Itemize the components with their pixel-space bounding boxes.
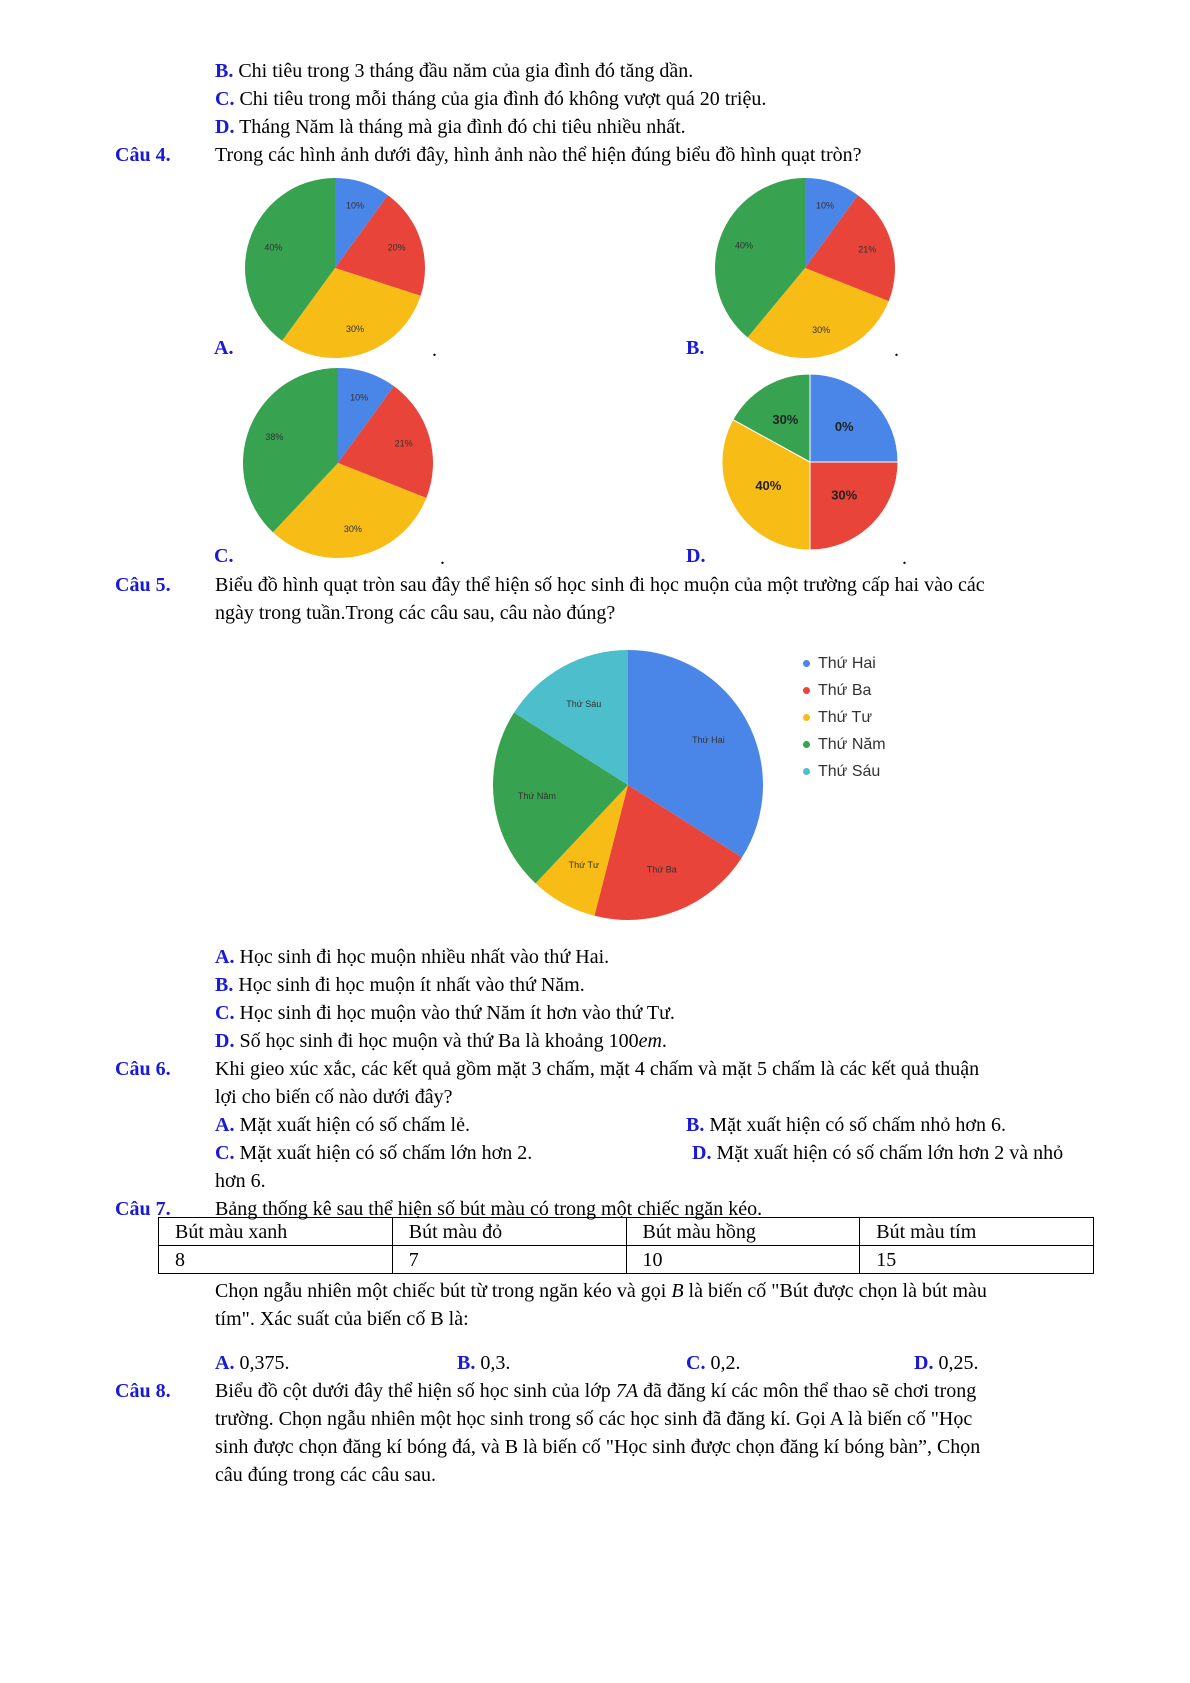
q5-text-line2: ngày trong tuần.Trong các câu sau, câu nào đúng? bbox=[215, 602, 616, 624]
option-text: Mặt xuất hiện có số chấm nhỏ hơn 6. bbox=[704, 1114, 1006, 1136]
option-end: . bbox=[661, 1030, 667, 1052]
q3-option-d bbox=[215, 114, 686, 140]
option-text: Chi tiêu trong 3 tháng đầu năm của gia đình đó tăng dần. bbox=[233, 60, 694, 82]
table-cell: 8 bbox=[159, 1246, 393, 1274]
q7-after-line1 bbox=[215, 1278, 987, 1304]
q5-option-a bbox=[215, 944, 609, 970]
option-letter: C. bbox=[215, 1002, 235, 1024]
pie-slice-label: 10% bbox=[816, 200, 835, 211]
q7-option-d bbox=[914, 1350, 978, 1376]
question-label: Câu 5. bbox=[115, 574, 171, 596]
q4-text: Trong các hình ảnh dưới đây, hình ảnh nào thể hiện đúng biểu đồ hình quạt tròn? bbox=[215, 144, 862, 166]
option-letter: D. bbox=[914, 1352, 934, 1374]
q4-option-b-letter: B. bbox=[686, 337, 705, 359]
option-letter: D. bbox=[692, 1142, 712, 1164]
legend-item bbox=[803, 650, 886, 677]
option-text: Học sinh đi học muộn vào thứ Năm ít hơn vào thứ Tư. bbox=[234, 1002, 675, 1024]
pie-slice-label: Thứ Ba bbox=[646, 864, 677, 875]
table-header-cell: Bút màu xanh bbox=[159, 1218, 393, 1246]
pie-slice-label: Thứ Hai bbox=[692, 735, 725, 746]
q7-option-b bbox=[457, 1350, 510, 1376]
q8-stem bbox=[115, 1378, 171, 1404]
q8-text-a: Biểu đồ cột dưới đây thể hiện số học sinh của lớp bbox=[215, 1380, 616, 1402]
question-label: Câu 7. bbox=[115, 1198, 171, 1220]
q5-legend bbox=[803, 650, 886, 785]
q7-after-line2: tím". Xác suất của biến cố B là: bbox=[215, 1308, 469, 1330]
q3-option-c bbox=[215, 86, 766, 112]
q8-text-b: đã đăng kí các môn thể thao sẽ chơi trong bbox=[638, 1380, 977, 1402]
legend-swatch bbox=[803, 768, 810, 775]
option-letter: B. bbox=[457, 1352, 476, 1374]
option-letter: A. bbox=[215, 946, 235, 968]
option-letter: A. bbox=[215, 1352, 235, 1374]
q6-text-line1: Khi gieo xúc xắc, các kết quả gồm mặt 3 chấm, mặt 4 chấm và mặt 5 chấm là các kết quả thuận bbox=[215, 1058, 980, 1080]
pie-slice-label: 40% bbox=[735, 240, 754, 251]
q4-option-c-letter: C. bbox=[214, 545, 234, 567]
q4-pie-a bbox=[245, 178, 425, 358]
pie-slice bbox=[810, 462, 898, 550]
table-header-cell: Bút màu tím bbox=[860, 1218, 1094, 1246]
legend-item bbox=[803, 758, 886, 785]
q7-after-text-a: Chọn ngẫu nhiên một chiếc bút từ trong ngăn kéo và gọi bbox=[215, 1280, 672, 1302]
option-letter: C. bbox=[215, 88, 235, 110]
q6-stem bbox=[115, 1056, 171, 1082]
pie-slice-label: 30% bbox=[772, 411, 799, 427]
q5-option-d bbox=[215, 1028, 667, 1054]
q5-pie-chart bbox=[493, 650, 763, 920]
pie-slice-label: Thứ Năm bbox=[517, 790, 556, 801]
q6-option-a bbox=[215, 1112, 470, 1138]
q7-after-text-b: là biến cố "Bút được chọn là bút màu bbox=[683, 1280, 987, 1302]
q8-text-line1 bbox=[215, 1378, 976, 1404]
q4-option-d-dot: . bbox=[902, 547, 907, 569]
table-cell: 7 bbox=[392, 1246, 626, 1274]
option-letter: D. bbox=[215, 116, 235, 138]
pie-slice-label: Thứ Sáu bbox=[566, 698, 602, 709]
legend-label: Thứ Sáu bbox=[818, 762, 881, 780]
q5-option-b bbox=[215, 972, 585, 998]
table-header-cell: Bút màu đỏ bbox=[392, 1218, 626, 1246]
q6-option-d bbox=[692, 1140, 1063, 1166]
table-cell: 15 bbox=[860, 1246, 1094, 1274]
q6-option-d-cont: hơn 6. bbox=[215, 1170, 266, 1192]
pie-slice-label: 21% bbox=[394, 438, 413, 449]
option-letter: B. bbox=[686, 1114, 705, 1136]
q4-pie-d bbox=[722, 374, 898, 550]
option-letter: A. bbox=[215, 1114, 235, 1136]
legend-label: Thứ Hai bbox=[818, 654, 876, 672]
legend-label: Thứ Năm bbox=[818, 735, 886, 753]
option-letter: B. bbox=[215, 974, 234, 996]
pie-slice-label: 10% bbox=[350, 392, 369, 403]
option-text: 0,375. bbox=[234, 1352, 290, 1374]
q8-class-name: 7A bbox=[615, 1380, 639, 1402]
option-unit: em bbox=[638, 1030, 662, 1052]
q4-pie-c bbox=[243, 368, 433, 558]
table-header-row bbox=[159, 1218, 1094, 1246]
pie-slice-label: 40% bbox=[264, 242, 283, 253]
q8-text-line2: trường. Chọn ngẫu nhiên một học sinh trong số các học sinh đã đăng kí. Gọi A là biến cố "Học bbox=[215, 1408, 973, 1430]
q4-pie-b bbox=[715, 178, 895, 358]
q7-option-c bbox=[686, 1350, 740, 1376]
q4-option-a-letter: A. bbox=[214, 337, 234, 359]
option-text: 0,2. bbox=[705, 1352, 741, 1374]
pie-slice-label: 30% bbox=[831, 487, 858, 503]
option-text: Số học sinh đi học muộn và thứ Ba là khoảng 100 bbox=[234, 1030, 639, 1052]
option-text: 0,25. bbox=[933, 1352, 979, 1374]
table-cell: 10 bbox=[626, 1246, 860, 1274]
q3-option-b bbox=[215, 58, 693, 84]
option-text: Mặt xuất hiện có số chấm lớn hơn 2 và nhỏ bbox=[711, 1142, 1064, 1164]
question-label: Câu 4. bbox=[115, 144, 171, 166]
q8-text-line4: câu đúng trong các câu sau. bbox=[215, 1464, 437, 1486]
q7-text: Bảng thống kê sau thể hiện số bút màu có trong một chiếc ngăn kéo. bbox=[215, 1198, 763, 1220]
legend-swatch bbox=[803, 660, 810, 667]
q4-stem bbox=[115, 142, 171, 168]
q4-option-c-dot: . bbox=[440, 547, 445, 569]
q7-table bbox=[158, 1217, 1094, 1274]
option-letter: B. bbox=[215, 60, 234, 82]
q4-option-d-letter: D. bbox=[686, 545, 706, 567]
option-letter: D. bbox=[215, 1030, 235, 1052]
pie-slice-label: 10% bbox=[346, 200, 365, 211]
legend-item bbox=[803, 704, 886, 731]
pie-slice-label: 40% bbox=[755, 478, 782, 494]
q8-text-line3: sinh được chọn đăng kí bóng đá, và B là biến cố "Học sinh được chọn đăng kí bóng bàn”, Chọn bbox=[215, 1436, 981, 1458]
question-label: Câu 8. bbox=[115, 1380, 171, 1402]
pie-slice-label: 0% bbox=[834, 419, 854, 435]
option-text: Chi tiêu trong mỗi tháng của gia đình đó không vượt quá 20 triệu. bbox=[234, 88, 767, 110]
legend-swatch bbox=[803, 714, 810, 721]
pie-slice-label: 30% bbox=[343, 524, 362, 535]
q6-text-line2: lợi cho biến cố nào dưới đây? bbox=[215, 1086, 453, 1108]
legend-label: Thứ Ba bbox=[818, 681, 872, 699]
q6-option-c bbox=[215, 1140, 532, 1166]
q5-text-line1: Biểu đồ hình quạt tròn sau đây thể hiện số học sinh đi học muộn của một trường cấp hai vào các bbox=[215, 574, 985, 596]
question-label: Câu 6. bbox=[115, 1058, 171, 1080]
q7-after-var: B bbox=[671, 1280, 684, 1302]
q4-option-a-dot: . bbox=[432, 339, 437, 361]
pie-slice-label: 38% bbox=[265, 432, 284, 443]
q6-option-b bbox=[686, 1112, 1006, 1138]
table-row bbox=[159, 1246, 1094, 1274]
option-text: Mặt xuất hiện có số chấm lẻ. bbox=[234, 1114, 470, 1136]
pie-slice-label: 30% bbox=[346, 324, 365, 335]
legend-swatch bbox=[803, 741, 810, 748]
pie-slice-label: 21% bbox=[858, 244, 877, 255]
legend-item bbox=[803, 731, 886, 758]
option-text: Học sinh đi học muộn ít nhất vào thứ Năm. bbox=[233, 974, 585, 996]
option-letter: C. bbox=[686, 1352, 706, 1374]
legend-item bbox=[803, 677, 886, 704]
pie-slice bbox=[810, 374, 898, 462]
pie-slice-label: 30% bbox=[812, 325, 831, 336]
q5-stem bbox=[115, 572, 171, 598]
legend-swatch bbox=[803, 687, 810, 694]
legend-label: Thứ Tư bbox=[818, 708, 873, 726]
option-text: 0,3. bbox=[475, 1352, 511, 1374]
table-header-cell: Bút màu hồng bbox=[626, 1218, 860, 1246]
option-text: Học sinh đi học muộn nhiều nhất vào thứ Hai. bbox=[234, 946, 610, 968]
q5-option-c bbox=[215, 1000, 675, 1026]
q7-option-a bbox=[215, 1350, 289, 1376]
pie-slice-label: Thứ Tư bbox=[568, 859, 599, 870]
pie-slice-label: 20% bbox=[387, 242, 406, 253]
option-text: Mặt xuất hiện có số chấm lớn hơn 2. bbox=[234, 1142, 533, 1164]
option-letter: C. bbox=[215, 1142, 235, 1164]
option-text: Tháng Năm là tháng mà gia đình đó chi tiêu nhiều nhất. bbox=[234, 116, 686, 138]
q4-option-b-dot: . bbox=[894, 339, 899, 361]
